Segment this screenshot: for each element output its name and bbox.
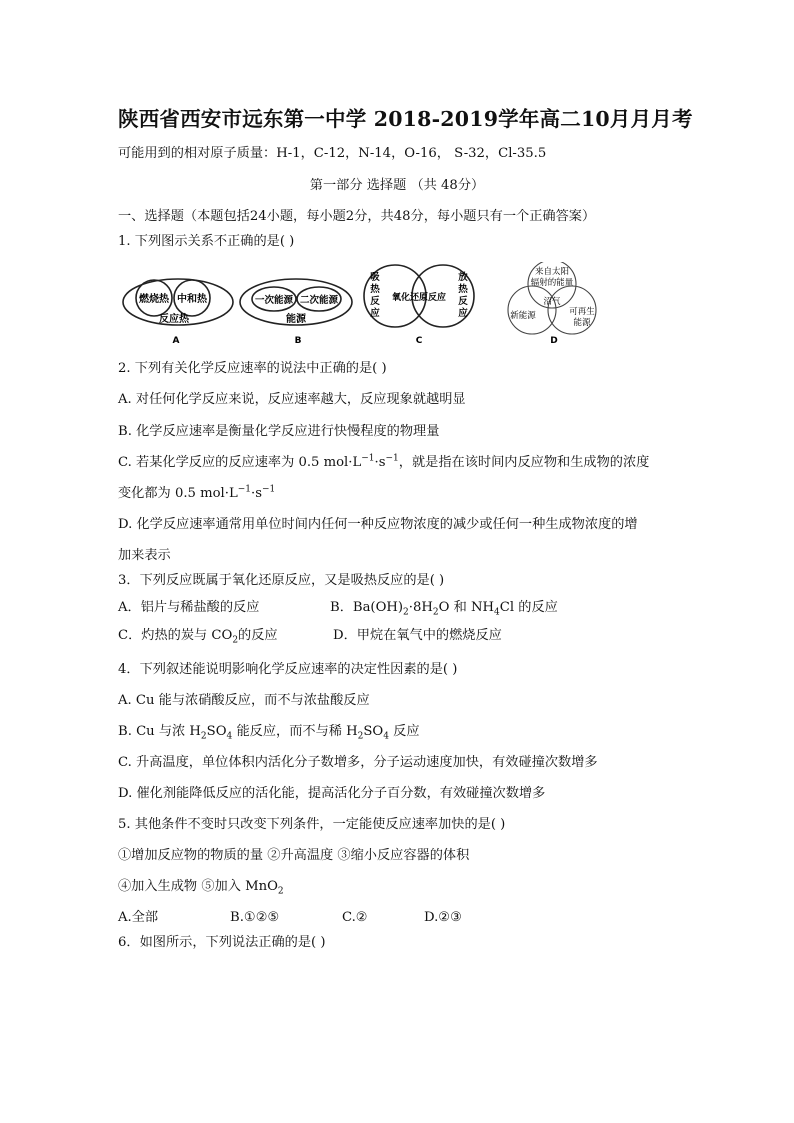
q4-b-sub1: 2 [200, 731, 207, 742]
q2-option-c-line2 [118, 485, 275, 503]
diagram-b-inner-left: 一次能源 [254, 295, 294, 306]
atomic-masses: 可能用到的相对原子质量：H-1，C-12，N-14，O-16， S-32，Cl-35.5 [118, 146, 547, 161]
diagram-b-letter: B [294, 336, 302, 346]
q1-diagrams [120, 262, 610, 346]
q5-c2-pre: ④加入生成物 ⑤加入 MnO [118, 879, 278, 894]
q4-option-c: C. 升高温度，单位体积内活化分子数增多，分子运动速度加快，有效碰撞次数增多 [118, 755, 598, 770]
q2-c1-sup2: −1 [385, 453, 399, 464]
diagram-c-letter: C [415, 336, 423, 346]
q5-option-d: D.②③ [424, 910, 462, 925]
q3-option-d: D．甲烷在氧气中的燃烧反应 [333, 628, 502, 643]
q4-b-sub2: 4 [226, 731, 233, 742]
q3-stem: 3．下列反应既属于氧化还原反应，又是吸热反应的是( ) [118, 573, 445, 588]
q3-c-tail: 的反应 [238, 628, 278, 643]
q5-option-a: A.全部 [118, 910, 159, 925]
q4-b-mid: SO [206, 724, 227, 739]
q5-c2-sub: 2 [277, 886, 284, 897]
diagram-d-right-2: 能源 [573, 318, 591, 328]
diagram-c-left-1: 吸 [370, 272, 380, 283]
diagram-d-top-1: 来自太阳 [534, 267, 570, 277]
q4-b-tail: 反应 [388, 724, 420, 739]
diagram-c-left-2: 热 [370, 284, 380, 295]
q3-b-sub1: 2 [403, 607, 409, 618]
page-title: 陕西省西安市远东第一中学 2018-2019学年高二10月月月考 [118, 107, 693, 131]
q4-b-mid2: 能反应，而不与稀 H [232, 724, 358, 739]
q1-stem: 1. 下列图示关系不正确的是( ) [118, 234, 295, 249]
diagram-c-right-4: 应 [458, 308, 468, 319]
q3-c-sub: 2 [232, 635, 239, 646]
q3-b-sub3: 4 [494, 607, 500, 618]
diagram-a-inner-right: 中和热 [177, 294, 207, 305]
q4-option-a: A. Cu 能与浓硝酸反应，而不与浓盐酸反应 [118, 693, 370, 708]
diagram-c-right-3: 反 [458, 296, 468, 307]
q4-b-pre: B. Cu 与浓 H [118, 724, 201, 739]
q5-conditions-1: ①增加反应物的物质的量 ②升高温度 ③缩小反应容器的体积 [118, 848, 470, 863]
q2-option-a: A. 对任何化学反应来说，反应速率越大，反应现象就越明显 [118, 392, 466, 407]
q4-b-sub3: 2 [357, 731, 364, 742]
q3-b-mid1: ·8H [408, 600, 433, 615]
diagram-c-middle: 氧化还原反应 [391, 293, 447, 303]
q2-c1-sup1: −1 [361, 453, 375, 464]
q4-b-mid3: SO [363, 724, 384, 739]
diagram-a-outer: 反应热 [159, 314, 189, 325]
q2-option-b: B. 化学反应速率是衡量化学反应进行快慢程度的物理量 [118, 424, 440, 439]
q3-b-pre: B．Ba(OH) [330, 600, 404, 615]
q2-c2-sup1: −1 [237, 484, 251, 495]
q2-c1-text: C. 若某化学反应的反应速率为 0.5 mol·L [118, 455, 362, 470]
q3-b-mid2: O 和 NH [438, 600, 495, 615]
diagram-c-right-2: 热 [458, 284, 468, 295]
q5-stem: 5. 其他条件不变时只改变下列条件，一定能使反应速率加快的是( ) [118, 817, 506, 832]
q3-option-c [118, 627, 278, 645]
q5-option-b: B.①②⑤ [230, 910, 280, 925]
part-header: 第一部分 选择题 （共 48分） [309, 178, 485, 193]
diagram-c-left-4: 应 [370, 308, 380, 319]
q4-b-sub4: 4 [383, 731, 389, 742]
q3-option-a: A．铝片与稀盐酸的反应 [118, 600, 260, 615]
q4-option-d: D. 催化剂能降低反应的活化能，提高活化分子百分数，有效碰撞次数增多 [118, 786, 546, 801]
diagram-b-inner-right: 二次能源 [299, 295, 339, 306]
diagram-a-inner-left: 燃烧热 [139, 294, 169, 305]
diagram-a-letter: A [172, 336, 180, 346]
diagram-d-left: 新能源 [510, 311, 536, 321]
q4-option-b [118, 723, 420, 741]
diagram-c-left-3: 反 [370, 296, 380, 307]
q2-option-d-line2: 加来表示 [118, 548, 171, 563]
q3-c-pre: C．灼热的炭与 CO [118, 628, 233, 643]
q3-b-sub2: 2 [432, 607, 439, 618]
diagram-d-right-1: 可再生 [569, 307, 595, 317]
q2-option-d-line1: D. 化学反应速率通常用单位时间内任何一种反应物浓度的减少或任何一种生成物浓度的增 [118, 517, 638, 532]
section-header: 一、选择题（本题包括24小题，每小题2分，共48分，每小题只有一个正确答案） [118, 209, 596, 224]
q2-c2-mid: ·s [251, 486, 262, 501]
diagram-d-letter: D [550, 336, 558, 346]
q3-b-tail: Cl 的反应 [499, 600, 558, 615]
q4-stem: 4．下列叙述能说明影响化学反应速率的决定性因素的是( ) [118, 662, 458, 677]
q2-option-c-line1 [118, 454, 649, 472]
diagram-d-top-2: 辐射的能量 [530, 278, 574, 288]
diagram-d-center: 沼气 [543, 297, 561, 307]
diagram-c-right-1: 放 [458, 272, 468, 283]
diagram-b-outer: 能源 [286, 314, 306, 325]
q2-stem: 2. 下列有关化学反应速率的说法中正确的是( ) [118, 361, 387, 376]
q5-option-c: C.② [342, 910, 368, 925]
q6-stem: 6．如图所示，下列说法正确的是( ) [118, 935, 326, 950]
q2-c1-mid: ·s [374, 455, 386, 470]
q2-c2-text: 变化都为 0.5 mol·L [118, 486, 238, 501]
q5-conditions-2 [118, 878, 284, 896]
q2-c2-sup2: −1 [261, 484, 276, 495]
q3-option-b [330, 599, 558, 617]
q2-c1-tail: ，就是指在该时间内反应物和生成物的浓度 [398, 455, 650, 470]
